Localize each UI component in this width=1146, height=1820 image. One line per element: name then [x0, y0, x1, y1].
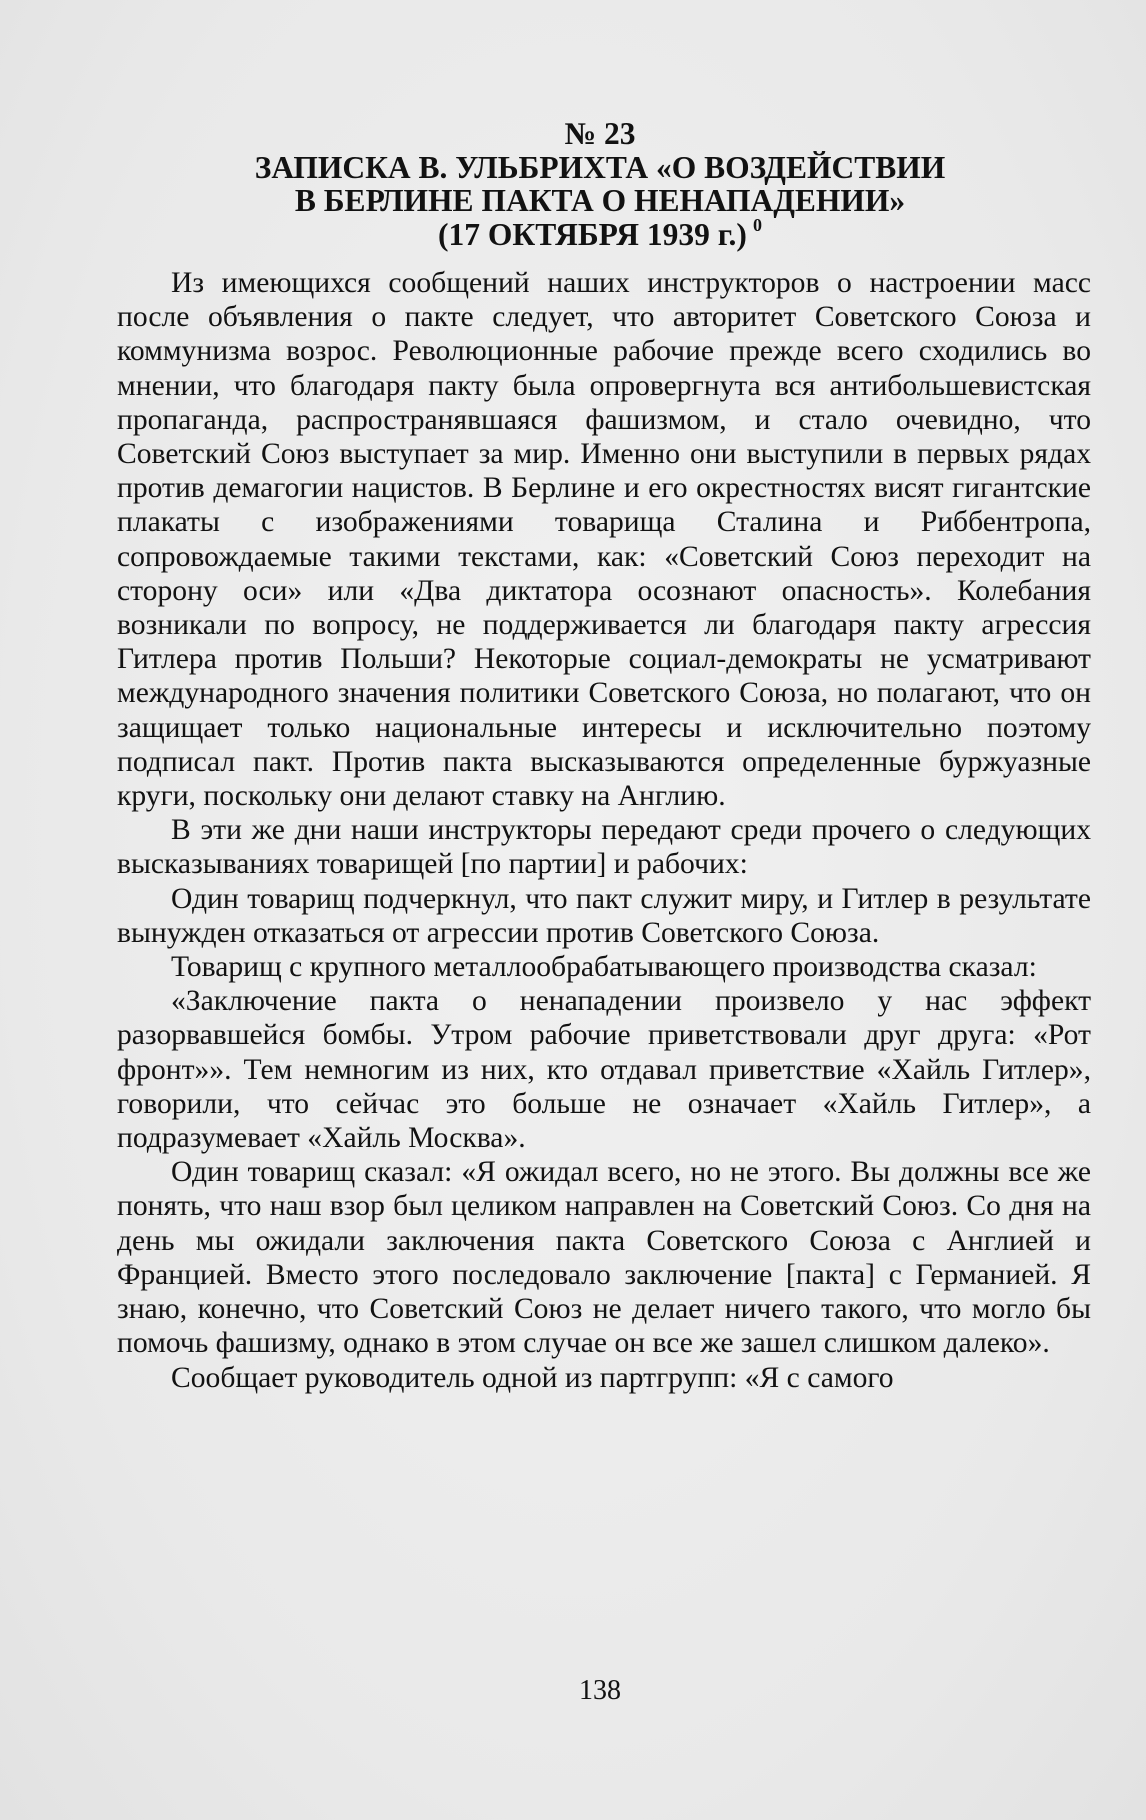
document-title-line-2: В БЕРЛИНЕ ПАКТА О НЕНАПАДЕНИИ» [294, 183, 906, 218]
paragraph-3: Один товарищ подчеркнул, что пакт служит миру, и Гитлер в результате вынужден отказаться от агрессии против Советского Союза. [117, 882, 1091, 949]
paragraph-5: «Заключение пакта о ненападении произвело у нас эффект разорвавшейся бомбы. Утром рабочие приветствовали друг друга: «Рот фронт»». Тем немногим из них, кто отдавал приветствие «Хайль Гитлер», говорили, что сейчас это больше не означает «Хайль Гитлер», а подразумевает «Хайль Москва». [117, 985, 1091, 1155]
document-title-line-1: ЗАПИСКА В. УЛЬБРИХТА «О ВОЗДЕЙСТВИИ [254, 149, 946, 185]
document-date: (17 ОКТЯБРЯ 1939 г.) [438, 216, 747, 252]
paragraph-6: Один товарищ сказал: «Я ожидал всего, но не этого. Вы должны все же понять, что наш взор был целиком направлен на Советский Союз. Со дня на день мы ожидали заключения пакта Советского Союза с Англией и Францией. Вместо этого последовало заключение [пакта] с Германией. Я знаю, конечно, что Советский Союз не делает ничего такого, что могло бы помочь фашизму, однако в этом случае он все же зашел слишком далеко». [117, 1156, 1091, 1360]
page-number: 138 [579, 1675, 621, 1706]
document-title-line-3 [110, 215, 1090, 252]
document-heading [110, 117, 1090, 251]
paragraph-1: Из имеющихся сообщений наших инструкторов о настроении масс после объявления о пакте следует, что авторитет Советского Союза и коммунизма возрос. Революционные рабочие прежде всего сходились во мнении, что благодаря пакту была опровергнута вся антибольшевистская пропаганда, распространявшаяся фашизмом, и стало очевидно, что Советский Союз выступает за мир. Именно они выступили в первых рядах против демагогии нацистов. В Берлине и его окрестностях висят гигантские плакаты с изображениями товарища Сталина и Риббентропа, сопровождаемые такими текстами, как: «Советский Союз переходит на сторону оси» или «Два диктатора осознают опасность». Колебания возникали по вопросу, не поддерживается ли благодаря пакту агрессия Гитлера против Польши? Некоторые социал-демократы не усматривают международного значения политики Советского Союза, но полагают, что он защищает только национальные интересы и исключительно поэтому подписал пакт. Против пакта высказываются определенные буржуазные круги, поскольку они делают ставку на Англию. [117, 267, 1091, 813]
document-number: № 23 [564, 116, 636, 151]
note-marker: 0 [752, 215, 762, 235]
paragraph-7: Сообщает руководитель одной из партгрупп: «Я с самого [171, 1361, 894, 1394]
document-body [117, 266, 1091, 1395]
paragraph-2: В эти же дни наши инструкторы передают среди прочего о следующих высказываниях товарищей [по партии] и рабочих: [117, 814, 1091, 881]
paragraph-4: Товарищ с крупного металлообрабатывающего производства сказал: [171, 951, 1037, 984]
